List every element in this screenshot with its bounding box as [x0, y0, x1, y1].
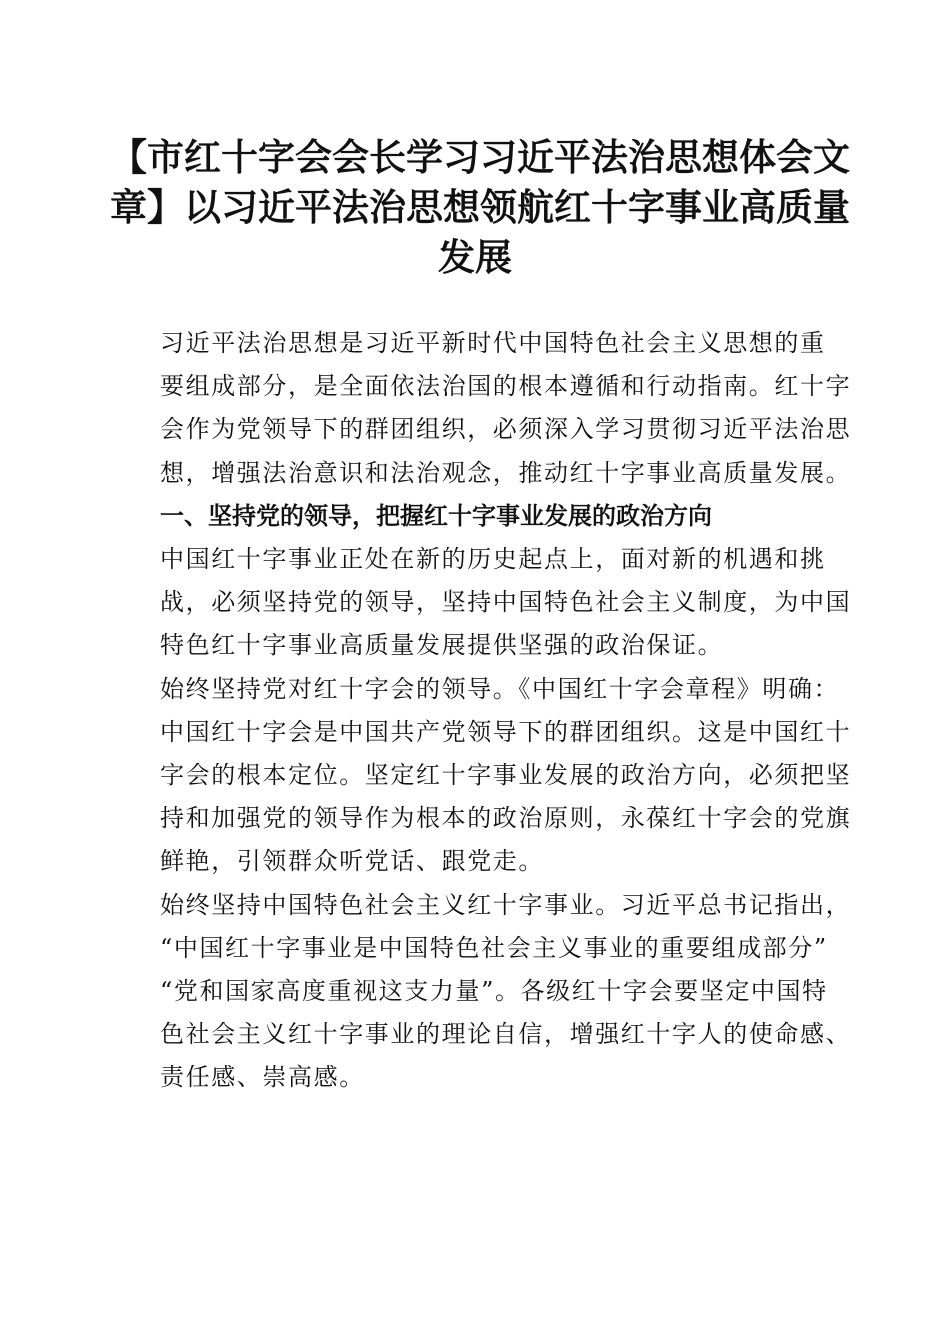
text-line: 色社会主义红十字事业的理论自信，增强红十字人的使命感、 — [160, 1020, 852, 1049]
text-line: 始终坚持中国特色社会主义红十字事业。习近平总书记指出， — [160, 890, 852, 919]
text-line: 习近平法治思想是习近平新时代中国特色社会主义思想的重 — [160, 329, 826, 357]
section-heading — [120, 495, 832, 538]
text-line: 战，必须坚持党的领导，坚持中国特色社会主义制度，为中国 — [160, 588, 852, 617]
text-line: 持和加强党的领导作为根本的政治原则，永葆红十字会的党旗 — [160, 804, 852, 833]
text-line: “中国红十字事业是中国特色社会主义事业的重要组成部分” — [160, 933, 828, 962]
title-line: 【市红十字会会长学习习近平法治思想体会文 — [110, 135, 850, 179]
text-line: 中国红十字事业正处在新的历史起点上，面对新的机遇和挑 — [160, 545, 826, 574]
text-line: 字会的根本定位。坚定红十字事业发展的政治方向，必须把坚 — [160, 761, 852, 790]
title-line: 发展 — [438, 235, 512, 279]
document-body — [120, 322, 852, 1100]
text-line: 会作为党领导下的群团组织，必须深入学习贯彻习近平法治思 — [160, 415, 852, 444]
title-line: 章】以习近平法治思想领航红十字事业高质量 — [110, 185, 850, 229]
text-line: 想，增强法治意识和法治观念，推动红十字事业高质量发展。 — [160, 458, 852, 487]
body-paragraph — [120, 884, 852, 1100]
body-paragraph — [120, 538, 852, 668]
text-line: 鲜艳，引领群众听党话、跟党走。 — [160, 847, 544, 876]
body-paragraph — [120, 668, 852, 884]
text-line: 始终坚持党对红十字会的领导。《中国红十字会章程》明确： — [160, 674, 840, 703]
text-line: 责任感、崇高感。 — [160, 1063, 365, 1092]
intro-paragraph — [120, 322, 852, 495]
document-title — [110, 132, 850, 282]
text-line: 要组成部分，是全面依法治国的根本遵循和行动指南。红十字 — [160, 372, 852, 401]
text-line: 特色红十字事业高质量发展提供坚强的政治保证。 — [160, 631, 724, 660]
text-line: “党和国家高度重视这支力量”。各级红十字会要坚定中国特 — [160, 977, 828, 1006]
section-heading-text: 一、坚持党的领导，把握红十字事业发展的政治方向 — [160, 501, 712, 530]
text-line: 中国红十字会是中国共产党领导下的群团组织。这是中国红十 — [160, 717, 852, 746]
